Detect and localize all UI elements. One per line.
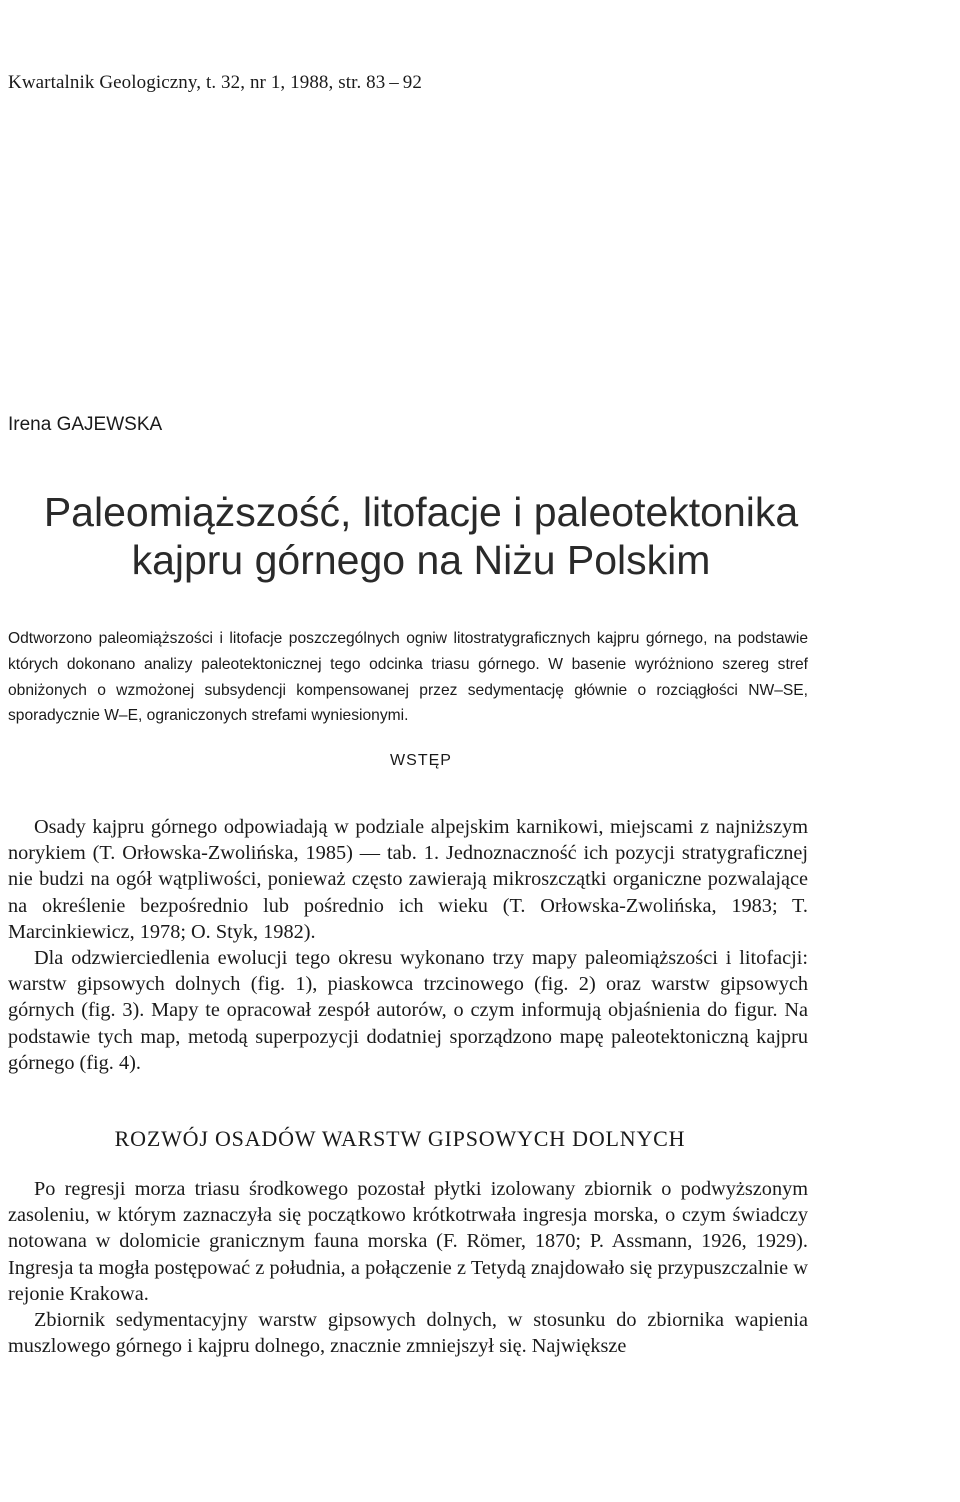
intro-heading: WSTĘP [390,752,452,769]
paragraph: Dla odzwierciedlenia ewolucji tego okresu wykonano trzy mapy paleomiąższości i litofacji: warstw gipsowych dolnych (fig. 1), piaskowca trzcinowego (fig. 2) oraz warstw gipsowych górnych (fig. 3). Mapy te opracował zespół autorów, o czym informują objaśnienia do figur. Na podstawie tych map, metodą superpozycji dodatniej sporządzono mapę paleotektoniczną kajpru górnego (fig. 4). [8,947,808,1074]
paragraph: Osady kajpru górnego odpowiadają w podziale alpejskim karnikowi, miejscami z najniższym norykiem (T. Orłowska-Zwolińska, 1985) — tab. 1. Jednoznaczność ich pozycji stratygraficznej nie budzi na ogół wątpliwości, ponieważ często zawierają mikroszczątki organiczne pozwalające na określenie bezpośrednio lub pośrednio ich wieku (T. Orłowska-Zwolińska, 1983; T. Marcinkiewicz, 1978; O. Styk, 1982). [8,816,808,943]
article-title: Paleomiąższość, litofacje i paleotektonika kajpru górnego na Niżu Polskim [43,489,799,583]
journal-citation: Kwartalnik Geologiczny, t. 32, nr 1, 1988, str. 83 – 92 [8,72,422,93]
author-name: Irena GAJEWSKA [8,414,163,435]
intro-section [8,814,808,1076]
section-heading: ROZWÓJ OSADÓW WARSTW GIPSOWYCH DOLNYCH [114,1126,686,1151]
paragraph: Zbiornik sedymentacyjny warstw gipsowych dolnych, w stosunku do zbiornika wapienia muszlowego górnego i kajpru dolnego, znacznie zmniejszył się. Największe [8,1309,808,1358]
paragraph: Po regresji morza triasu środkowego pozostał płytki izolowany zbiornik o podwyższonym zasoleniu, w którym zaznaczyła się początkowo krótkotrwała ingresja morska, o czym świadczy notowana w dolomicie granicznym fauna morska (F. Römer, 1870; P. Assmann, 1926, 1929). Ingresja ta mogła postępować z południa, a połączenie z Tetydą znajdowało się przypuszczalnie w rejonie Krakowa. [8,1178,808,1305]
section-body [8,1176,808,1359]
abstract: Odtworzono paleomiąższości i litofacje poszczególnych ogniw litostratygraficznych kajpru górnego, na podstawie których dokonano analizy paleotektonicznej tego odcinka triasu górnego. W basenie wyróżniono szereg stref obniżonych o wzmożonej subsydencji kompensowanej przez sedymentację głównie o rozciągłości NW–SE, sporadycznie W–E, ograniczonych strefami wyniesionymi. [8,630,808,725]
